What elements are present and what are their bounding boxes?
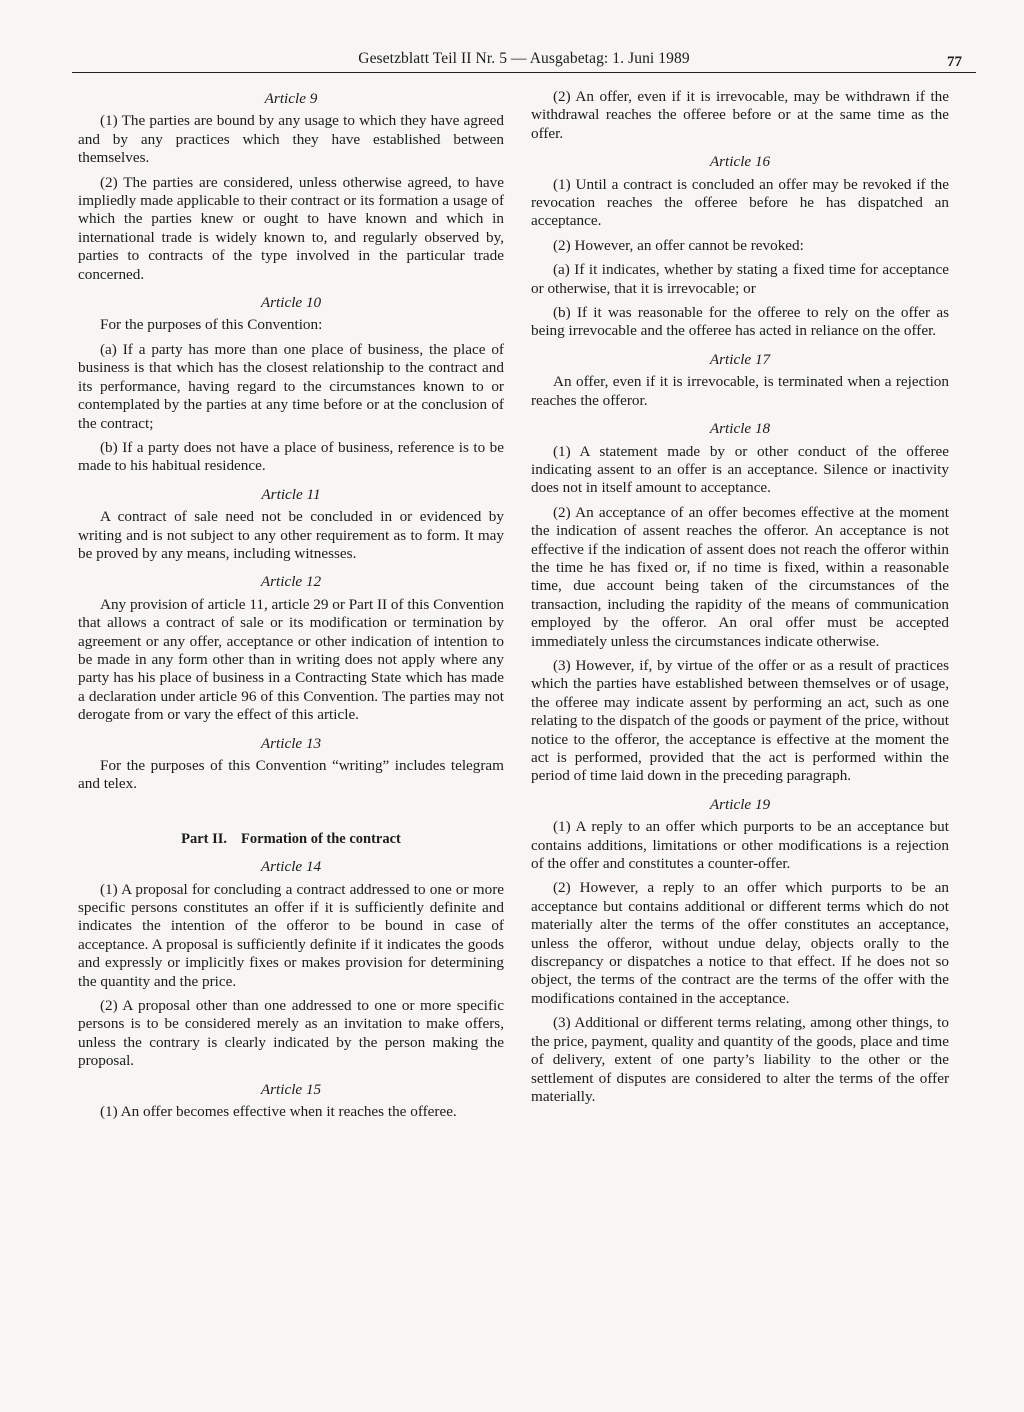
article-11-heading: Article 11 [261, 485, 321, 503]
article-16-para-1: (1) Until a contract is concluded an offer may be revoked if the revocation reaches the offeree before he has dispatched an acceptance. [531, 175, 949, 230]
article-19-para-3: (3) Additional or different terms relating, among other things, to the price, payment, quality and quantity of the goods, place and time of delivery, extent of one party’s liability to the other or the settlement of disputes are considered to alter the terms of the offer materially. [531, 1014, 949, 1105]
article-17-para: An offer, even if it is irrevocable, is terminated when a rejection reaches the offeror. [531, 373, 949, 409]
article-16-para-a: (a) If it indicates, whether by stating a fixed time for acceptance or otherwise, that it is irrevocable; or [531, 261, 949, 297]
article-19-para-1: (1) A reply to an offer which purports to be an acceptance but contains additions, limitations or other modifications is a rejection of the offer and constitutes a counter-offer. [531, 818, 949, 873]
article-14-para-2: (2) A proposal other than one addressed to one or more specific persons is to be considered merely as an invitation to make offers, unless the contrary is clearly indicated by the person making the proposal. [78, 997, 504, 1070]
right-column [531, 88, 949, 1112]
article-12-para: Any provision of article 11, article 29 or Part II of this Convention that allows a contract of sale or its modification or termination by agreement or any offer, acceptance or other indication of intention to be made in any form other than in writing does not apply where any party has his place of business in a Contracting State which has made a declaration under article 96 of this Convention. The parties may not derogate from or vary the effect of this article. [78, 595, 504, 724]
page-header [72, 50, 976, 73]
left-column [78, 88, 504, 1128]
article-19-para-2: (2) However, a reply to an offer which purports to be an acceptance but contains additional or different terms which do not materially alter the terms of the offer constitutes an acceptance, unless the offeror, without undue delay, objects orally to the discrepancy or dispatches a notice to that effect. If he does not so object, the terms of the contract are the terms of the offer with the modifications contained in the acceptance. [531, 879, 949, 1007]
article-18-heading: Article 18 [709, 420, 771, 438]
article-12-heading: Article 12 [260, 573, 322, 591]
article-16-heading: Article 16 [709, 153, 771, 171]
article-10-heading: Article 10 [260, 294, 322, 312]
page-number: 77 [947, 54, 962, 70]
article-15-para-2: (2) An offer, even if it is irrevocable, may be withdrawn if the withdrawal reaches the offeree before or at the same time as the offer. [531, 88, 949, 142]
article-15-heading: Article 15 [260, 1080, 322, 1098]
article-14-para-1: (1) A proposal for concluding a contract addressed to one or more specific persons constitutes an offer if it is sufficiently definite and indicates the intention of the offeror to be bound in case of acceptance. A proposal is sufficiently definite if it indicates the goods and expressly or implicitly fixes or makes provision for determining the quantity and the price. [78, 880, 504, 990]
article-13-para: For the purposes of this Convention “writing” includes telegram and telex. [78, 757, 504, 793]
article-9-para-1: (1) The parties are bound by any usage to which they have agreed and by any practices which they have established between themselves. [78, 112, 504, 167]
article-15-para-1: (1) An offer becomes effective when it reaches the offeree. [100, 1103, 457, 1121]
article-9-para-2: (2) The parties are considered, unless otherwise agreed, to have impliedly made applicable to their contract or its formation a usage of which the parties knew or ought to have known and which in international trade is widely known to, and regularly observed by, parties to contracts of the type involved in the particular trade concerned. [78, 173, 504, 283]
article-10-intro: For the purposes of this Convention: [100, 316, 323, 334]
article-16-para-2: (2) However, an offer cannot be revoked: [553, 236, 804, 254]
article-11-para: A contract of sale need not be concluded in or evidenced by writing and is not subject to any other requirement as to form. It may be proved by any means, including witnesses. [78, 508, 504, 562]
article-18-para-3: (3) However, if, by virtue of the offer or as a result of practices which the parties have established between themselves or of usage, the offeree may indicate assent by performing an act, such as one relating to the dispatch of the goods or payment of the price, without notice to the offeror, the acceptance is effective at the moment the act is performed, provided that the act is performed within the period of time laid down in the preceding paragraph. [531, 656, 949, 785]
article-10-para-a: (a) If a party has more than one place of business, the place of business is that which has the closest relationship to the contract and its performance, having regard to the circumstances known to or contemplated by the parties at any time before or at the conclusion of the contract; [78, 340, 504, 432]
article-14-heading: Article 14 [260, 858, 322, 876]
article-16-para-b: (b) If it was reasonable for the offeree to rely on the offer as being irrevocable and the offeree has acted in reliance on the offer. [531, 304, 949, 340]
article-17-heading: Article 17 [709, 350, 771, 368]
header-title: Gesetzblatt Teil II Nr. 5 — Ausgabetag: 1. Juni 1989 [358, 50, 690, 67]
part-heading [78, 830, 504, 848]
article-13-heading: Article 13 [260, 734, 322, 752]
article-10-para-b: (b) If a party does not have a place of business, reference is to be made to his habitual residence. [78, 438, 504, 475]
part-title: Formation of the contract [241, 830, 401, 847]
part-label: Part II. [181, 830, 228, 847]
article-18-para-1: (1) A statement made by or other conduct of the offeree indicating assent to an offer is an acceptance. Silence or inactivity does not in itself amount to acceptance. [531, 442, 949, 497]
article-19-heading: Article 19 [709, 795, 771, 813]
article-9-heading: Article 9 [264, 90, 318, 107]
article-18-para-2: (2) An acceptance of an offer becomes effective at the moment the indication of assent reaches the offeror. An acceptance is not effective if the indication of assent does not reach the offeror within the time he has fixed or, if no time is fixed, within a reasonable time, due account being taken of the circumstances of the transaction, including the rapidity of the means of communication employed by the offeror. An oral offer must be accepted immediately unless the circumstances indicate otherwise. [531, 503, 949, 650]
